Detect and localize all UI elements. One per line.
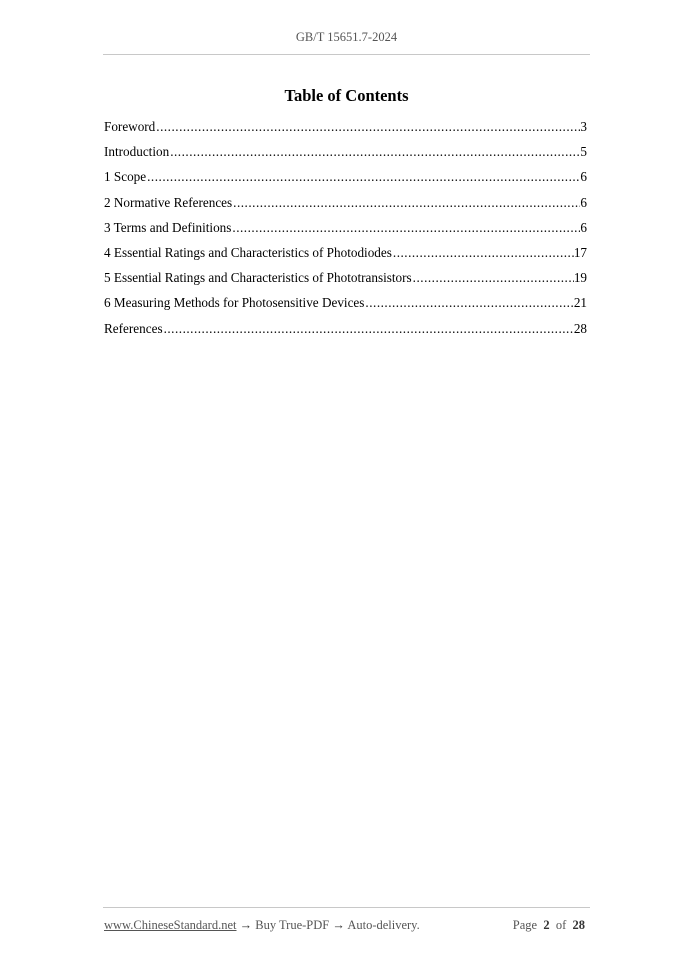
toc-entry-terms-definitions[interactable] xyxy=(104,220,587,245)
toc-entry-label: 3 Terms and Definitions xyxy=(104,219,232,235)
current-page-number: 2 xyxy=(543,918,550,932)
site-link[interactable]: www.ChineseStandard.net xyxy=(104,918,237,932)
page-indicator xyxy=(513,918,585,933)
toc-entry-label: Introduction xyxy=(104,144,170,160)
toc-title: Table of Contents xyxy=(284,86,409,105)
toc-entry-foreword[interactable] xyxy=(104,119,587,144)
toc-entry-label: 6 Measuring Methods for Photosensitive Devices xyxy=(104,295,365,311)
toc-entry-photodiodes[interactable] xyxy=(104,245,587,270)
auto-delivery-text: Auto-delivery. xyxy=(347,918,420,932)
page-footer xyxy=(104,918,585,933)
toc-entry-label: 1 Scope xyxy=(104,169,147,185)
toc-entry-page: 19 xyxy=(573,270,587,286)
toc-entry-scope[interactable] xyxy=(104,169,587,194)
footer-promo xyxy=(104,918,420,933)
toc-entry-label: References xyxy=(104,320,163,336)
page-word: Page xyxy=(512,918,538,932)
toc-dot-leader xyxy=(232,195,580,211)
toc-entry-label: 4 Essential Ratings and Characteristics of Photodiodes xyxy=(104,244,392,260)
toc-entry-page: 6 xyxy=(580,194,587,210)
buy-pdf-text: Buy True-PDF xyxy=(255,918,330,932)
of-word: of xyxy=(555,918,567,932)
toc-entry-page: 6 xyxy=(580,169,587,185)
toc-dot-leader xyxy=(163,321,574,337)
toc-list xyxy=(104,119,587,346)
toc-entry-references[interactable] xyxy=(104,321,587,346)
arrow-right-icon: → xyxy=(332,918,345,932)
toc-entry-normative-references[interactable] xyxy=(104,195,587,220)
toc-dot-leader xyxy=(155,119,580,135)
running-header: GB/T 15651.7-2024 xyxy=(295,30,398,44)
toc-entry-introduction[interactable] xyxy=(104,144,587,169)
arrow-right-icon: → xyxy=(239,918,253,932)
total-pages-number: 28 xyxy=(572,918,585,932)
toc-entry-label: Foreword xyxy=(104,119,156,134)
toc-entry-label: 5 Essential Ratings and Characteristics of Phototransistors xyxy=(104,270,412,286)
toc-dot-leader xyxy=(364,295,573,311)
toc-entry-page: 5 xyxy=(580,144,587,160)
toc-dot-leader xyxy=(169,144,580,160)
toc-dot-leader xyxy=(412,270,574,286)
toc-entry-page: 17 xyxy=(573,244,587,260)
header-divider xyxy=(103,54,590,55)
toc-entry-label: 2 Normative References xyxy=(104,194,233,210)
footer-divider xyxy=(103,907,590,908)
toc-entry-page: 6 xyxy=(580,219,587,235)
toc-entry-page: 28 xyxy=(573,320,587,336)
toc-dot-leader xyxy=(231,220,580,236)
toc-entry-phototransistors[interactable] xyxy=(104,270,587,295)
toc-dot-leader xyxy=(146,169,580,185)
toc-entry-measuring-methods[interactable] xyxy=(104,295,587,320)
toc-dot-leader xyxy=(392,245,574,261)
toc-entry-page: 3 xyxy=(580,119,587,134)
toc-entry-page: 21 xyxy=(573,295,587,311)
